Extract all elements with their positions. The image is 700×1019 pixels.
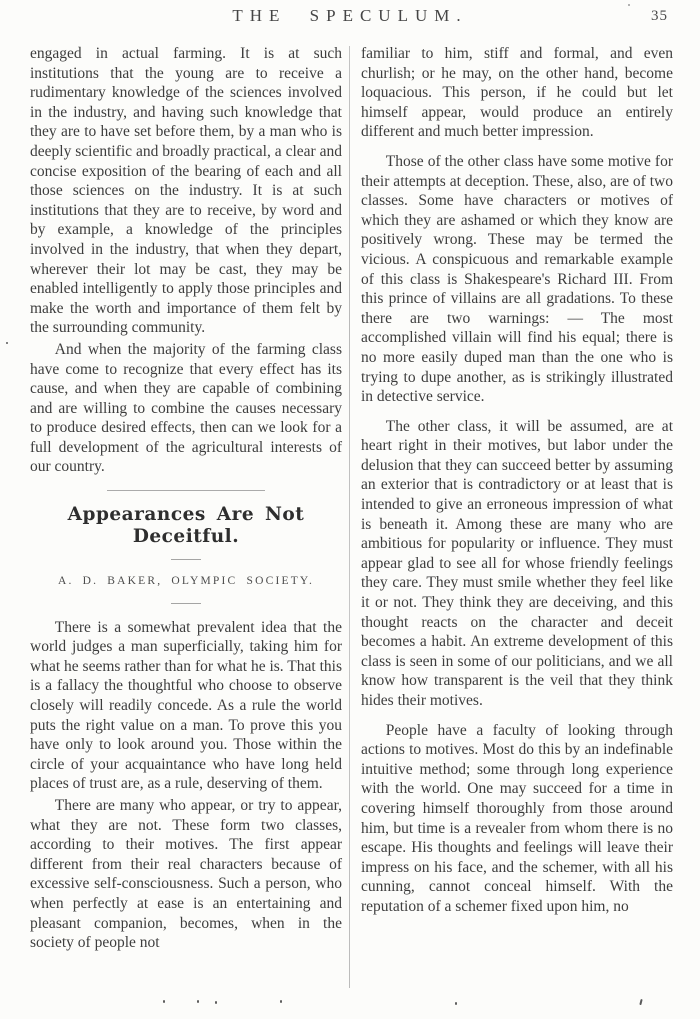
paragraph-farming-institutions: engaged in actual farming. It is at such institutions that the young are to receive a rudimentary knowledge of the sciences involved in the industry, and having such knowledge that they are to have set before them, by a man who is deeply scientific and broadly practical, a clear and concise exposition of the bearing of each and all those sciences on the industry. It is at such institutions that they are to receive, by word and by example, a knowledge of the principles involved in the industry, that when they depart, wherever their lot may be cast, they may be enabled intelligently to apply those principles and make the worth and importance of them felt by the surrounding community. [30, 45, 342, 337]
byline-divider-rule [171, 603, 201, 604]
paragraph-two-classes: There are many who appear, or try to appear, what they are not. These form two classes, according to their motives. The first appear different from their real characters because of excessive self-consciousness. Such a person, who when perfectly at ease is an entertaining and pleasant companion, becomes, when in the society of people not [30, 797, 342, 952]
paragraph-farming-class: And when the majority of the farming class have come to recognize that every effect has its cause, and when they are capable of combining and are willing to combine the causes necessary to produce desired effects, then can we look for a full development of the agricultural interests of our country. [30, 340, 342, 476]
paragraph-prevalent-idea: There is a somewhat prevalent idea that the world judges a man superficially, taking him for what he seems rather than for what he is. That this is a fallacy the thoughtful who choose to observe closely will readily concede. As a rule the world puts the right value on a man. To prove this you have only to look around you. Those within the circle of your acquaintance who have long held places of trust are, as a rule, deserving of them. [30, 618, 342, 793]
article-byline: A. D. BAKER, OLYMPIC SOCIETY. [57, 575, 315, 588]
right-column [361, 44, 673, 955]
scan-speck [455, 1002, 457, 1005]
scan-speck [163, 1000, 165, 1003]
paragraph-heart-right-motives: The other class, it will be assumed, are at heart right in their motives, but labor under the delusion that they can succeed better by assuming an exterior that is contradictory or at least that is intended to give an erroneous impression of what is beneath it. Among these are many who are ambitious for popularity or influence. They must appear glad to see all for whose friendly feelings they care. They must smile whether they feel like it or not. They think they are deceiving, and this thought reacts on the character and deceit becomes a habit. An extreme development of this class is seen in some of our politicians, and we all know how transparent is the veil that they think hides their motives. [361, 417, 673, 709]
paragraph-people-faculty: People have a faculty of looking through actions to motives. Most do this by an indefinable intuitive method; some through long experience with the world. One may succeed for a time in covering himself thoroughly from those around him, but time is a revealer from whom there is no escape. His thoughts and feelings will leave their impress on his face, and the schemer, with all his cunning, cannot conceal himself. With the reputation of a schemer fixed upon him, no [361, 721, 673, 915]
journal-title: THE SPECULUM. [232, 6, 468, 25]
paragraph-other-class-motive: Those of the other class have some motive for their attempts at deception. These, also, are of two classes. Some have characters or motives of which they are ashamed or which they know are positively wrong. These may be termed the vicious. A conspicuous and remarkable example of this class is Shakespeare's Richard III. From this prince of villains are all gradations. To these there are two warnings: — The most accomplished villain will find his equal; there is no more easily duped man than the one who is trying to dupe another, as is strikingly illustrated in detective service. [361, 152, 673, 406]
page-number: 35 [651, 8, 668, 24]
running-head [0, 0, 700, 40]
scan-speck [639, 999, 642, 1005]
scan-speck [280, 1000, 282, 1003]
section-divider-rule [107, 490, 265, 491]
paragraph-familiar-continuation: familiar to him, stiff and formal, and even churlish; or he may, on the other hand, become loquacious. This person, if he could but let himself appear, would produce an entirely different and much better impression. [361, 45, 673, 141]
scan-speck [628, 4, 630, 6]
title-divider-rule [171, 559, 201, 560]
text-columns [30, 44, 673, 955]
scan-speck [197, 1000, 199, 1003]
scan-speck [215, 1001, 217, 1004]
scan-speck [6, 342, 8, 344]
left-column [30, 44, 342, 955]
article-title: Appearances Are Not Deceitful. [67, 504, 305, 548]
